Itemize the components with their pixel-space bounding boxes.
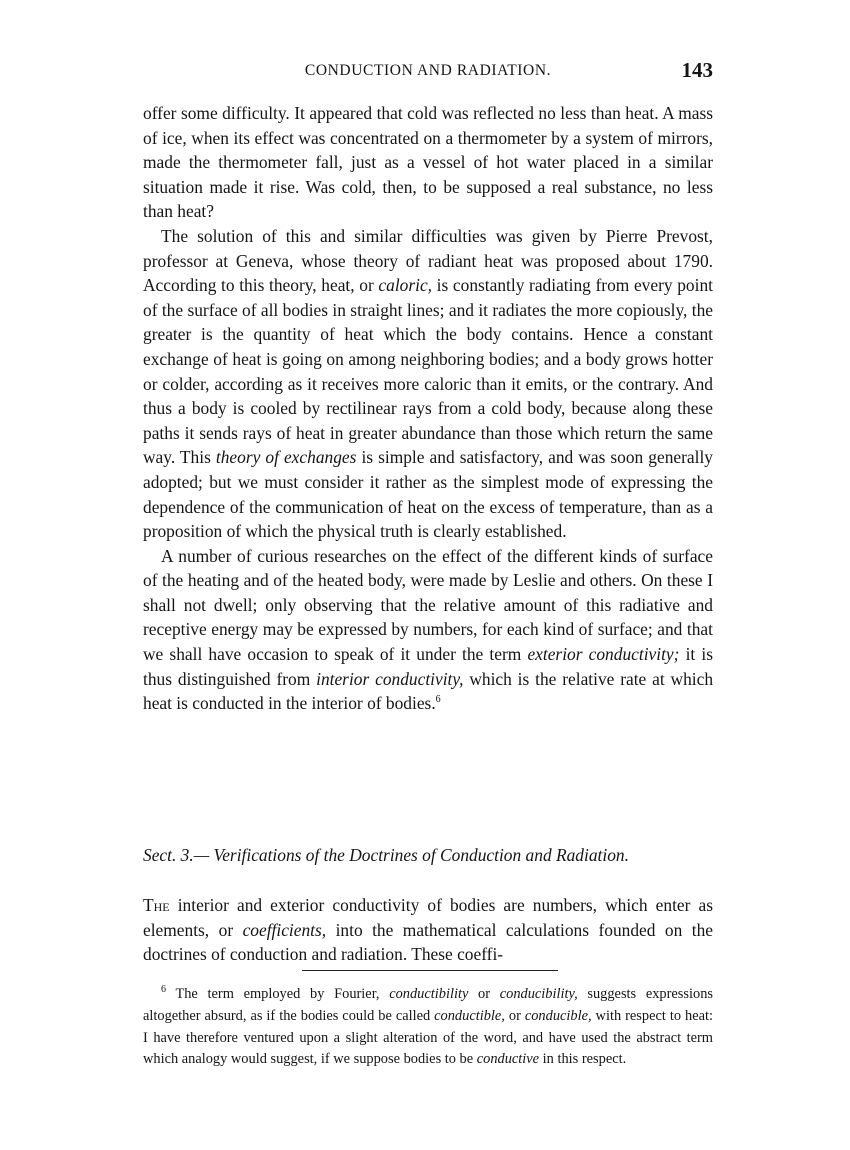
paragraph-2-text-a: The solution of this and similar difficulties was given by Pierre Prevost, professor at Geneva, whose theory of radiant heat was proposed about 1790. According to this theory, heat, or: [143, 225, 713, 296]
paragraph-3: [143, 544, 713, 716]
paragraph-2: [143, 224, 713, 544]
paragraph-3-text-e: which is the relative rate at which heat is conducted in the interior of bodies.: [143, 668, 714, 714]
paragraph-1: [143, 101, 713, 224]
paragraph-3-text-a: A number of curious researches on the effect of the different kinds of surface of the heating and of the heated body, were made by Leslie and others. On these I shall not dwell; only observing that the relative amount of this radiative and receptive energy may be expressed by numbers, for each kind of surface; and that we shall have occasion to speak of it under the term: [143, 545, 713, 665]
running-head: [143, 58, 713, 84]
paragraph-3-emphasis-exterior: exterior conductivity;: [527, 644, 680, 665]
footnote-6: [143, 984, 713, 1071]
section-text-c: into the mathematical calculations founded on the doctrines of conduction and radiation. These coeffi-: [143, 919, 713, 965]
footnote-emphasis-conductibility: conductibility: [389, 986, 469, 1002]
footnote-text-g: or: [504, 1007, 525, 1024]
footnote-marker: 6: [161, 984, 166, 996]
footnote-emphasis-conductible: conductible,: [434, 1007, 505, 1024]
section-lead-word: The: [143, 895, 170, 915]
paragraph-3-text-c: it is thus distinguished from: [143, 644, 713, 689]
paragraph-2-text-e: is simple and satisfactory, and was soon generally adopted; but we must consider it rather as the simplest mode of expressing the dependence of the communication of heat on the excess of temperature, than as a proposition of which the physical truth is clearly established.: [143, 447, 713, 542]
paragraph-2-emphasis-theory: theory of exchanges: [215, 447, 357, 468]
paragraph-3-emphasis-interior: interior conductivity,: [316, 668, 464, 689]
running-title: CONDUCTION AND RADIATION.: [304, 62, 552, 79]
footnote-text-a: The term employed by Fourier,: [166, 986, 390, 1002]
footnote-emphasis-conducible: conducible,: [524, 1007, 592, 1024]
footnote-text-e: suggests expressions altogether absurd, as if the bodies could be called: [143, 986, 713, 1024]
section-heading: Sect. 3.— Verifications of the Doctrines of Conduction and Radiation.: [143, 845, 629, 865]
footnote-divider: [302, 970, 558, 971]
footnotes: [143, 984, 713, 1071]
footnote-emphasis-conductive: conductive: [476, 1051, 540, 1068]
body-text: [143, 101, 713, 716]
footnote-emphasis-conducibility: conducibility,: [499, 986, 578, 1002]
paragraph-2-emphasis-caloric: caloric,: [378, 275, 433, 296]
section-paragraph: [143, 893, 713, 967]
page-number: 143: [681, 58, 713, 82]
footnote-text-c: or: [468, 986, 500, 1002]
footnote-text-i: with respect to heat: I have therefore ventured upon a slight alteration of the word, and have used the abstract term which analogy would suggest, if we suppose bodies to be: [143, 1007, 713, 1068]
section-text-a: interior and exterior conductivity of bodies are numbers, which enter as elements, or: [143, 895, 713, 940]
footnote-reference: 6: [435, 694, 441, 706]
paragraph-2-text-c: is constantly radiating from every point of the surface of all bodies in straight lines; and it radiates the more copiously, the greater is the quantity of heat which the body contains. Hence a constant exchange of heat is going on among neighboring bodies; and a body grows hotter or colder, according as it receives more caloric than it emits, or the contrary. And thus a body is cooled by rectilinear rays from a cold body, because along these paths it sends rays of heat in greater abundance than those which return the same way. This: [143, 275, 713, 468]
footnote-text-k: in this respect.: [539, 1051, 627, 1068]
section-emphasis-coefficients: coefficients,: [242, 919, 327, 940]
paragraph-1-text: offer some difficulty. It appeared that cold was reflected no less than heat. A mass of ice, when its effect was concentrated on a thermometer by a system of mirrors, made the thermometer fall, just as a vessel of hot water placed in a similar situation made it rise. Was cold, then, to be supposed a real substance, no less than heat?: [143, 103, 713, 222]
